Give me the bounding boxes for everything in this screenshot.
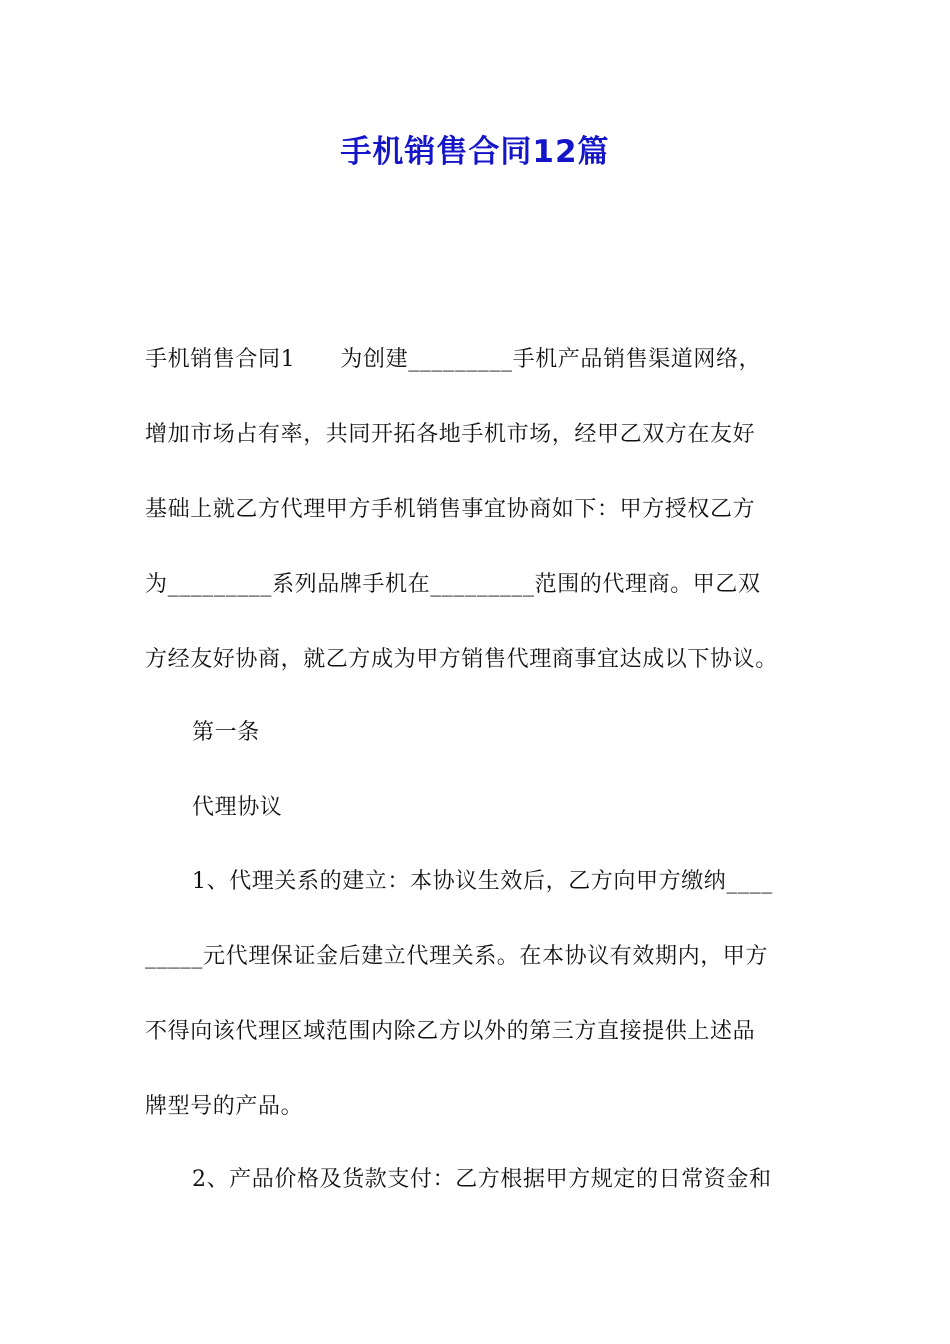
paragraph-line: 基础上就乙方代理甲方手机销售事宜协商如下：甲方授权乙方 <box>145 497 756 522</box>
paragraph-line: 方经友好协商，就乙方成为甲方销售代理商事宜达成以下协议。 <box>145 647 778 672</box>
paragraph-line: 不得向该代理区域范围内除乙方以外的第三方直接提供上述品 <box>145 1019 756 1044</box>
paragraph-line: 增加市场占有率，共同开拓各地手机市场，经甲乙双方在友好 <box>145 422 756 447</box>
section-heading: 第一条 <box>192 720 260 745</box>
paragraph-line: 牌型号的产品。 <box>145 1094 304 1119</box>
paragraph-line: _____元代理保证金后建立代理关系。在本协议有效期内，甲方 <box>145 944 769 969</box>
document-title: 手机销售合同12篇 <box>340 134 610 170</box>
paragraph-line: 1、代理关系的建立：本协议生效后，乙方向甲方缴纳____ <box>192 869 773 894</box>
section-subheading: 代理协议 <box>192 795 283 820</box>
paragraph-line: 手机销售合同1 为创建_________手机产品销售渠道网络， <box>145 347 762 372</box>
paragraph-line: 2、产品价格及货款支付：乙方根据甲方规定的日常资金和 <box>192 1167 772 1192</box>
paragraph-line: 为_________系列品牌手机在_________范围的代理商。甲乙双 <box>145 572 761 597</box>
